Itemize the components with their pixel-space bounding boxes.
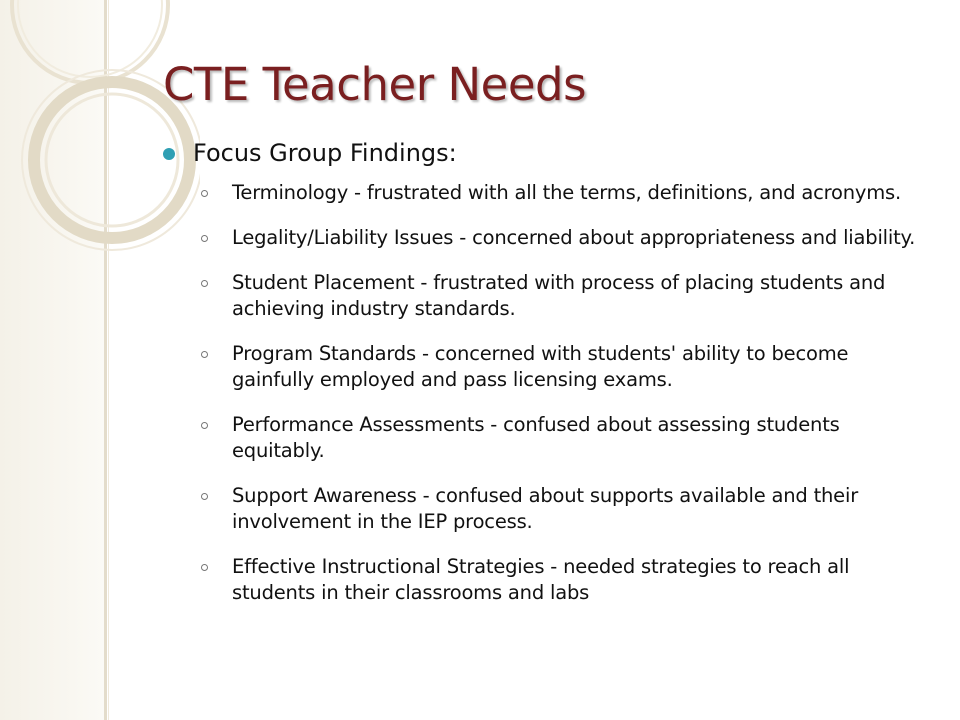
slide-title: CTE Teacher Needs xyxy=(163,58,587,111)
finding-item xyxy=(163,180,933,206)
ring-bullet-icon xyxy=(201,280,208,287)
finding-item xyxy=(163,270,933,322)
focus-group-heading: Focus Group Findings: xyxy=(193,139,457,167)
ring-bullet-icon xyxy=(201,190,208,197)
finding-item xyxy=(163,341,933,393)
finding-item xyxy=(163,225,933,251)
ring-bullet-icon xyxy=(201,351,208,358)
top-level-bullet xyxy=(163,138,933,168)
finding-text: Program Standards - concerned with students' ability to become gainfully employed and pass licensing exams. xyxy=(232,342,849,391)
finding-text: Terminology - frustrated with all the terms, definitions, and acronyms. xyxy=(232,181,901,204)
ring-bullet-icon xyxy=(201,235,208,242)
finding-item xyxy=(163,412,933,464)
finding-item xyxy=(163,483,933,535)
finding-item xyxy=(163,554,933,606)
slide-body xyxy=(163,138,933,625)
finding-text: Student Placement - frustrated with process of placing students and achieving industry standards. xyxy=(232,271,886,320)
finding-text: Support Awareness - confused about supports available and their involvement in the IEP process. xyxy=(232,484,859,533)
filled-circle-bullet-icon xyxy=(163,148,175,160)
ring-bullet-icon xyxy=(201,422,208,429)
ring-bullet-icon xyxy=(201,564,208,571)
finding-text: Effective Instructional Strategies - needed strategies to reach all students in their classrooms and labs xyxy=(232,555,850,604)
findings-list xyxy=(163,180,933,606)
finding-text: Legality/Liability Issues - concerned about appropriateness and liability. xyxy=(232,226,916,249)
ring-bullet-icon xyxy=(201,493,208,500)
finding-text: Performance Assessments - confused about assessing students equitably. xyxy=(232,413,840,462)
